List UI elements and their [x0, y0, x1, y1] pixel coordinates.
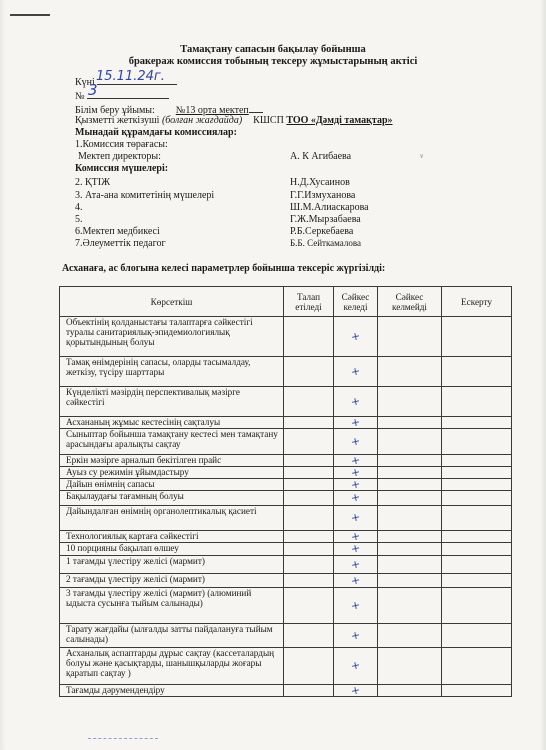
checkmark-handwritten: + [349, 572, 362, 588]
indicator-cell: Дайын өнімнің сапасы [60, 479, 284, 491]
compliant-cell [334, 682, 378, 698]
checkmark-handwritten: + [349, 597, 362, 613]
noncompliant-cell [378, 624, 442, 648]
table-row [60, 588, 512, 624]
required-cell [284, 588, 334, 624]
compliant-cell [334, 429, 378, 455]
date-label: Күні [75, 77, 95, 88]
document-title-line1: Тамақтану сапасын бақылау бойынша [180, 44, 366, 55]
table-row [60, 467, 512, 479]
chair-label: 1.Комиссия төрағасы: [75, 139, 168, 150]
compliant-cell [334, 574, 378, 588]
noncompliant-cell [378, 429, 442, 455]
indicator-cell: Тағамды дәрумендендіру [60, 685, 284, 697]
compliant-cell [334, 414, 378, 430]
section-heading: Асханаға, ас блогына келесі параметрлер бойынша тексеріс жүргізілді: [62, 263, 386, 274]
inspection-table [59, 286, 512, 697]
member-role: 4. [75, 202, 83, 213]
required-cell [284, 685, 334, 697]
compliant-cell [334, 543, 378, 556]
table-header-row [60, 287, 512, 317]
director-label: Мектеп директоры: [78, 151, 161, 162]
noncompliant-cell [378, 387, 442, 417]
member-role: 6.Мектеп медбикесі [75, 226, 160, 237]
member-name: Н.Д.Хусаинов [290, 177, 350, 188]
noncompliant-cell [378, 357, 442, 387]
required-cell [284, 648, 334, 685]
school-label: Білім беру ұйымы: [75, 105, 155, 116]
checkmark-handwritten: + [349, 541, 362, 556]
table-row [60, 531, 512, 543]
indicator-cell: Технологиялық картаға сәйкестігі [60, 531, 284, 543]
table-row [60, 491, 512, 506]
stray-mark: v [420, 152, 424, 160]
note-cell [442, 387, 512, 417]
table-row [60, 556, 512, 574]
member-role: 3. Ата-ана комитетінің мүшелері [75, 190, 215, 201]
compliant-cell [334, 506, 378, 531]
note-cell [442, 506, 512, 531]
supplier-row [75, 115, 393, 126]
indicator-cell: 3 тағамды үлестіру желісі (мармит) (алюминий ыдыста сусынға тыйым салынады) [60, 588, 284, 624]
note-cell [442, 574, 512, 588]
note-cell [442, 417, 512, 429]
compliant-cell [334, 648, 378, 685]
compliant-cell [334, 387, 378, 417]
indicator-cell: 1 тағамды үлестіру желісі (мармит) [60, 556, 284, 574]
required-cell [284, 417, 334, 429]
required-cell [284, 387, 334, 417]
table-row [60, 543, 512, 556]
checkmark-handwritten: + [349, 363, 362, 379]
note-cell [442, 556, 512, 574]
members-heading: Комиссия мүшелері: [75, 163, 169, 174]
header-indicator: Көрсеткіш [60, 287, 284, 317]
commission-heading: Мынадай құрамдағы комиссиялар: [75, 127, 237, 138]
member-role: 2. ҚТІЖ [75, 177, 111, 188]
checkmark-handwritten: + [349, 476, 362, 492]
footer-scribble [88, 738, 158, 740]
compliant-cell [334, 357, 378, 387]
checkmark-handwritten: + [349, 510, 362, 525]
checkmark-handwritten: + [349, 658, 362, 673]
header-compliant: Сәйкес келеді [334, 287, 378, 317]
member-name: Ш.М.Алиаскарова [290, 202, 369, 213]
member-name: Г.Г.Измуханова [290, 190, 356, 201]
indicator-cell: 2 тағамды үлестіру желісі (мармит) [60, 574, 284, 588]
indicator-cell: Дайындалған өнімнің органолептикалық қасиеті [60, 506, 284, 531]
table-row [60, 387, 512, 417]
school-value: №13 орта мектеп [175, 105, 249, 116]
indicator-cell: 10 порцияны бақылап өлшеу [60, 543, 284, 556]
required-cell [284, 574, 334, 588]
checkmark-handwritten: + [349, 556, 362, 572]
noncompliant-cell [378, 417, 442, 429]
note-cell [442, 588, 512, 624]
indicator-cell: Сыныптар бойынша тамақтану кестесі мен тамақтану арасындағы аралықты сақтау [60, 429, 284, 455]
table-row [60, 648, 512, 685]
member-name: Б.Б. Сейткамалова [290, 238, 361, 248]
corner-mark [10, 14, 50, 16]
checkmark-handwritten: + [349, 452, 362, 468]
required-cell [284, 357, 334, 387]
indicator-cell: Асхананың жұмыс кестесінің сақталуы [60, 417, 284, 429]
note-cell [442, 491, 512, 506]
checkmark-handwritten: + [349, 414, 362, 430]
document-title-line2: бракераж комиссия тобының тексеру жұмыстарының актісі [128, 56, 418, 67]
noncompliant-cell [378, 588, 442, 624]
noncompliant-cell [378, 543, 442, 556]
table-row [60, 624, 512, 648]
indicator-cell: Бақылаудағы тағамның болуы [60, 491, 284, 506]
required-cell [284, 429, 334, 455]
required-cell [284, 506, 334, 531]
compliant-cell [334, 588, 378, 624]
note-cell [442, 317, 512, 357]
required-cell [284, 455, 334, 467]
checkmark-handwritten: + [349, 627, 362, 643]
note-cell [442, 467, 512, 479]
required-cell [284, 467, 334, 479]
date-handwritten: 15.11.24г. [96, 69, 165, 84]
table-row [60, 317, 512, 357]
required-cell [284, 531, 334, 543]
table-row [60, 574, 512, 588]
header-note: Ескерту [442, 287, 512, 317]
supplier-label: Қызметті жеткізуші [75, 115, 160, 126]
note-cell [442, 624, 512, 648]
noncompliant-cell [378, 531, 442, 543]
checkmark-handwritten: + [349, 682, 362, 698]
indicator-cell: Тарату жағдайы (ылғалды затты пайдалануға тыйым салынады) [60, 624, 284, 648]
noncompliant-cell [378, 455, 442, 467]
note-cell [442, 479, 512, 491]
compliant-cell [334, 317, 378, 357]
director-name: А. К Агибаева [290, 151, 352, 162]
note-cell [442, 648, 512, 685]
header-required: Талап етіледі [284, 287, 334, 317]
checkmark-handwritten: + [349, 433, 362, 449]
noncompliant-cell [378, 556, 442, 574]
compliant-cell [334, 476, 378, 492]
required-cell [284, 543, 334, 556]
note-cell [442, 685, 512, 697]
indicator-cell: Еркін мәзірге арналып бекітілген прайс [60, 455, 284, 467]
indicator-cell: Ауыз су режимін ұйымдастыру [60, 467, 284, 479]
noncompliant-cell [378, 479, 442, 491]
header-noncompliant: Сәйкес келмейді [378, 287, 442, 317]
noncompliant-cell [378, 491, 442, 506]
noncompliant-cell [378, 574, 442, 588]
required-cell [284, 624, 334, 648]
table-row [60, 429, 512, 455]
supplier-value: ТОО «Дәмді тамақтар» [286, 115, 393, 126]
note-cell [442, 543, 512, 556]
table-row [60, 479, 512, 491]
member-role: 5. [75, 214, 83, 225]
required-cell [284, 317, 334, 357]
noncompliant-cell [378, 317, 442, 357]
note-cell [442, 357, 512, 387]
indicator-cell: Объектінің қолданыстағы талаптарға сәйкестігі туралы санитариялық-эпидемиологиялық қорытындының болуы [60, 317, 284, 357]
indicator-cell: Асханалық аспаптарды дұрыс сақтау (кассеталардың болуы және қасықтарды, шанышқыларды жоғары қаратып сақтау ) [60, 648, 284, 685]
checkmark-handwritten: + [349, 490, 362, 505]
table-row [60, 417, 512, 429]
supplier-note: (болған жағдайда) [161, 115, 243, 126]
number-label: № [75, 91, 85, 102]
noncompliant-cell [378, 506, 442, 531]
indicator-cell: Күнделікті мәзірдің перспективалық мәзірге сәйкестігі [60, 387, 284, 417]
compliant-cell [334, 491, 378, 506]
checkmark-handwritten: + [349, 328, 362, 344]
checkmark-handwritten: + [349, 464, 362, 480]
required-cell [284, 491, 334, 506]
supplier-prefix: КШСП [253, 115, 284, 126]
required-cell [284, 556, 334, 574]
noncompliant-cell [378, 467, 442, 479]
note-cell [442, 429, 512, 455]
note-cell [442, 531, 512, 543]
member-name: Г.Ж.Мырзабаева [290, 214, 361, 225]
member-name: Р.Б.Серкебаева [290, 226, 354, 237]
member-role: 7.Әлеуметтік педагог [75, 238, 166, 249]
note-cell [442, 455, 512, 467]
table-row [60, 357, 512, 387]
compliant-cell [334, 556, 378, 574]
noncompliant-cell [378, 648, 442, 685]
number-handwritten: 3 [88, 81, 98, 99]
required-cell [284, 479, 334, 491]
table-row [60, 506, 512, 531]
checkmark-handwritten: + [349, 528, 362, 544]
checkmark-handwritten: + [349, 393, 362, 409]
noncompliant-cell [378, 685, 442, 697]
compliant-cell [334, 624, 378, 648]
table-row [60, 455, 512, 467]
table-row [60, 685, 512, 697]
indicator-cell: Тамақ өнімдерінің сапасы, оларды тасымалдау, жеткізу, түсіру шарттары [60, 357, 284, 387]
